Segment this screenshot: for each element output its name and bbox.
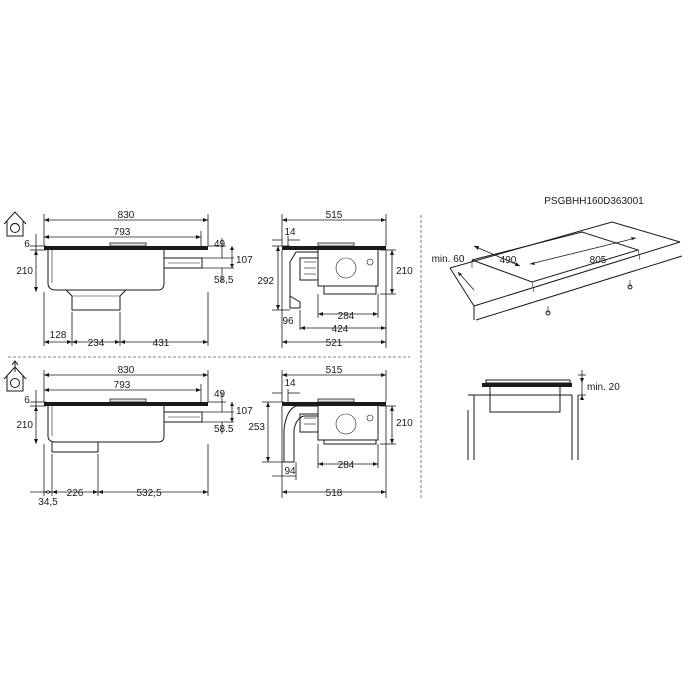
dim-b-front-width-total: 830 [117,365,135,376]
dim-a-side-bottom-mid: 424 [331,324,349,335]
dim-b-front-top-thickness: 6 [24,395,30,406]
dim-b-side-height-right: 210 [396,418,413,429]
dim-a-front-width-total: 830 [117,210,135,221]
view-a-front-drawing [16,210,253,349]
extraction-mode-icon [4,361,26,391]
recirculation-mode-icon [4,212,26,236]
dim-b-side-width-total: 515 [325,365,343,376]
view-a-side-drawing [257,210,413,349]
installation-side-section [468,370,620,460]
view-b-front-drawing [16,365,253,508]
dim-a-front-bottom-234: 234 [87,338,105,349]
dim-a-front-bottom-128: 128 [49,330,67,341]
dim-a-front-right-49: 49 [214,239,226,250]
dim-a-side-bottom-small: 96 [282,316,294,327]
dim-b-front-width-inner: 793 [113,380,131,391]
dim-b-side-offset: 14 [284,378,296,389]
installation-worktop-cutout [432,222,682,320]
dim-b-side-bottom-inner: 284 [337,460,355,471]
dim-b-side-bottom-small: 94 [284,466,296,477]
dim-a-front-top-thickness: 6 [24,239,30,250]
dim-a-front-bottom-431: 431 [152,338,170,349]
dim-b-front-right-49: 49 [214,389,226,400]
dim-install-min-20: min. 20 [587,382,620,393]
dim-a-side-offset: 14 [284,227,296,238]
dim-b-front-bottom-532: 532,5 [136,488,162,499]
dim-a-side-width-total: 515 [325,210,343,221]
dim-install-width: 805 [589,255,607,266]
dim-b-side-bottom-total: 518 [325,488,343,499]
dim-a-side-bottom-total: 521 [325,338,343,349]
dim-a-side-height-right: 210 [396,266,413,277]
dim-a-side-height-left: 292 [257,276,274,287]
dim-install-min-60: min. 60 [431,254,465,265]
dim-a-front-right-58: 58,5 [214,275,234,286]
dim-a-front-body-height: 210 [16,266,33,277]
dim-b-front-right-107: 107 [236,406,253,417]
dim-b-side-height-left: 253 [248,422,265,433]
dim-a-side-bottom-inner: 284 [337,311,355,322]
dim-b-front-bottom-226: 226 [66,488,84,499]
dim-b-front-right-58: 58.5 [214,424,234,435]
dim-install-depth: 490 [499,255,517,266]
view-b-side-drawing [248,365,413,499]
dim-a-front-right-107: 107 [236,255,253,266]
dim-b-front-body-height: 210 [16,420,33,431]
dim-b-front-bottom-34: 34,5 [38,497,58,508]
document-code: PSGBHH160D363001 [544,196,644,207]
dim-a-front-width-inner: 793 [113,227,131,238]
